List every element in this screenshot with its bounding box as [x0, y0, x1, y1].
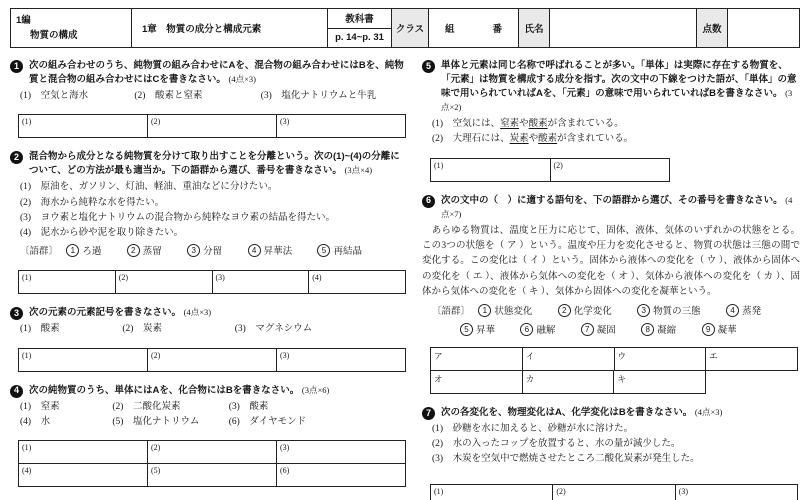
textbook-pages: p. 14~p. 31	[335, 32, 384, 44]
answer-cell-label: (1)	[434, 160, 444, 170]
answer-cell[interactable]	[19, 349, 147, 371]
score-field[interactable]	[727, 9, 799, 47]
word-bank-term: 物質の三態	[653, 306, 701, 317]
two-column-body	[10, 59, 800, 500]
question-item: (1) 窒素	[20, 401, 60, 412]
word-bank-entry	[520, 326, 555, 336]
word-bank-term: 状態変化	[494, 306, 533, 317]
question-1-points: (4点×3)	[228, 74, 256, 85]
question-item: (1) 原油を、ガソリン、灯油、軽油、重油などに分けたい。	[20, 182, 278, 193]
answer-cell-label: ウ	[617, 350, 627, 361]
q6-word-bank-row2	[422, 323, 800, 339]
answer-cell[interactable]	[19, 271, 115, 293]
score-label: 点数	[696, 9, 727, 47]
question-2-items	[10, 180, 408, 241]
answer-cell-label: エ	[709, 350, 718, 361]
question-5-number-badge: 5	[422, 60, 435, 73]
word-bank-term: ろ過	[82, 247, 102, 258]
q5-answer-table	[430, 158, 670, 182]
answer-cell-label: (2)	[118, 273, 129, 283]
word-bank-entry	[726, 307, 761, 317]
question-2-points: (3点×4)	[344, 165, 373, 176]
question-5	[422, 59, 800, 182]
answer-cell-label: (3)	[280, 117, 290, 127]
question-item: (6) ダイヤモンド	[228, 416, 307, 427]
circled-number: 3	[187, 244, 200, 257]
answer-cell-label: (3)	[280, 442, 290, 452]
question-7-number-badge: 7	[422, 407, 435, 420]
word-bank-entry	[558, 307, 612, 317]
answer-cell[interactable]	[147, 464, 276, 486]
answer-cell-label: (3)	[280, 350, 290, 360]
question-item: (2) 水の入ったコップを放置すると、水の量が減少した。	[432, 439, 681, 450]
word-bank-term: 凝華	[717, 325, 737, 336]
answer-cell[interactable]	[431, 348, 522, 370]
answer-cell-label: (1)	[22, 273, 32, 283]
q1-answer-table	[18, 114, 406, 138]
circled-number: 4	[726, 304, 739, 317]
unit-label: 1編	[16, 15, 31, 26]
answer-cell[interactable]	[276, 441, 405, 463]
underlined-term: 炭素	[509, 134, 529, 145]
answer-cell[interactable]	[613, 371, 705, 393]
q2-word-bank	[10, 244, 408, 260]
question-2-head	[10, 150, 408, 178]
q6-answer-table-row2	[430, 371, 706, 394]
name-label: 氏名	[518, 9, 549, 47]
item-row	[20, 400, 408, 415]
question-4-title	[29, 384, 329, 398]
unit-title: 物質の構成	[30, 30, 78, 41]
item-text: (2) 大理石には、	[432, 134, 510, 145]
question-item: (2) 酸素と窒素	[134, 91, 203, 102]
word-bank-term: 再結晶	[333, 247, 362, 258]
question-6-number-badge: 6	[422, 195, 435, 208]
underlined-term: 酸素	[538, 134, 558, 145]
question-item: (4) 泥水から砂や泥を取り除きたい。	[20, 227, 184, 238]
item-text: (1) 空気には、	[432, 119, 501, 130]
question-3	[10, 306, 408, 371]
answer-row	[19, 463, 405, 486]
answer-cell-label: (2)	[553, 160, 563, 170]
question-4-items	[10, 400, 408, 430]
answer-cell-label: (5)	[151, 465, 161, 475]
word-bank-entry	[702, 326, 737, 336]
question-2-title-text: 混合物から成分となる純物質を分けて取り出すことを分離という。次の(1)~(4)の分離について、どの方法が最も適当か。下の語群から選び、番号を書きなさい。	[29, 151, 400, 177]
question-2	[10, 150, 408, 294]
word-bank-entry	[460, 326, 495, 336]
answer-cell-label: (1)	[434, 486, 444, 496]
circled-number: 5	[460, 323, 473, 336]
question-item: (4) 水	[20, 416, 51, 427]
question-5-items	[422, 117, 800, 147]
word-bank-term: 凝固	[596, 325, 616, 336]
question-1-number-badge: 1	[10, 60, 23, 73]
word-bank-entry	[317, 247, 362, 257]
answer-cell-label: (4)	[312, 273, 322, 283]
class-label: クラス	[391, 9, 428, 47]
word-bank-entry	[66, 247, 101, 257]
question-3-items	[10, 322, 408, 337]
word-bank-entry	[581, 326, 616, 336]
question-7-items	[422, 422, 800, 468]
question-item: (3) マグネシウム	[234, 324, 313, 335]
name-field[interactable]	[549, 9, 696, 47]
answer-cell[interactable]	[115, 271, 212, 293]
question-2-title	[29, 150, 408, 178]
word-bank-term: 融解	[536, 325, 556, 336]
answer-cell-label: (1)	[22, 117, 32, 127]
question-6	[422, 194, 800, 394]
answer-cell[interactable]	[276, 464, 405, 486]
question-item	[432, 117, 800, 132]
question-5-points: (3点×2)	[441, 88, 793, 113]
answer-cell[interactable]	[675, 485, 797, 500]
circled-number: 2	[558, 304, 571, 317]
word-bank-term: 昇華法	[263, 247, 293, 258]
question-1	[10, 59, 408, 138]
answer-row	[19, 441, 405, 463]
question-7-points: (4点×3)	[694, 406, 723, 417]
question-6-head	[422, 194, 800, 222]
question-item: (2) 炭素	[122, 324, 162, 335]
question-2-number-badge: 2	[10, 151, 23, 164]
answer-cell[interactable]	[550, 159, 670, 181]
circled-number: 7	[581, 323, 594, 336]
question-6-paragraph: あらゆる物質は、温度と圧力に応じて、固体、液体、気体のいずれかの状態をとる。この3つの状態を（ ア ）という。温度や圧力を変化させると、物質の状態は三態の間で変化する。この変化は（ イ ）という。固体から液体への変化を（ ウ ）、液体から固体への変化を（ エ ）、液体から気体への変化を（ オ ）、気体から液体への変化を（ カ ）、固体から気体への変化を（ キ ）、気体から固体への変化を凝華という。	[422, 225, 800, 298]
question-1-title	[29, 59, 408, 87]
right-column	[422, 59, 800, 500]
left-column	[10, 59, 408, 500]
question-7-title	[441, 406, 722, 420]
question-5-title-text: 単体と元素は同じ名称で呼ばれることが多い。「単体」は実際に存在する物質を、「元素」は物質を構成する成分を指す。次の文中の下線をつけた語が、「単体」の意味で用いられていればAを、「元素」の意味で用いられていればBを書きなさい。	[441, 60, 797, 100]
question-item: (1) 空気と海水	[20, 91, 89, 102]
answer-cell[interactable]	[431, 159, 550, 181]
answer-cell-label: (2)	[151, 350, 161, 360]
question-7-head	[422, 406, 800, 420]
item-text: が含まれている。	[557, 134, 634, 145]
answer-cell[interactable]	[552, 485, 674, 500]
underlined-term: 酸素	[528, 119, 548, 130]
q4-answer-table	[18, 440, 406, 487]
question-6-points: (4点×7)	[441, 194, 793, 219]
question-4-number-badge: 4	[10, 385, 23, 398]
question-item: (3) 酸素	[228, 401, 269, 412]
circled-number: 1	[478, 304, 491, 317]
word-bank-entry	[248, 247, 293, 257]
answer-cell[interactable]	[614, 348, 706, 370]
question-7-title-text: 次の各変化を、物理変化はA、化学変化はBを書きなさい。	[441, 406, 693, 418]
question-item: (3) 塩化ナトリウムと牛乳	[260, 91, 377, 102]
answer-cell[interactable]	[431, 371, 522, 393]
word-bank-term: 凝縮	[657, 325, 677, 336]
question-item: (3) ヨウ素と塩化ナトリウムの混合物から純粋なヨウ素の結晶を得たい。	[20, 212, 335, 223]
unit-cell	[11, 9, 131, 47]
header-bar	[10, 8, 800, 48]
word-bank-entry	[637, 307, 701, 317]
word-bank-term: 分留	[203, 247, 223, 258]
answer-cell-label: (6)	[280, 465, 290, 475]
answer-cell-label: (2)	[151, 442, 161, 452]
chapter-title: 1章 物質の成分と構成元素	[131, 9, 327, 47]
answer-cell-label: イ	[525, 350, 535, 361]
underlined-term: 窒素	[500, 119, 520, 130]
answer-cell-label: (4)	[22, 465, 32, 475]
question-item: (1) 砂糖を水に加えると、砂糖が水に溶けた。	[432, 423, 634, 434]
word-bank-term: 昇華	[476, 325, 496, 336]
question-3-number-badge: 3	[10, 307, 23, 320]
item-row	[20, 415, 408, 430]
circled-number: 3	[637, 304, 650, 317]
answer-cell[interactable]	[705, 348, 797, 370]
answer-cell-label: ア	[434, 350, 443, 361]
question-4-head	[10, 384, 408, 398]
question-4-title-text: 次の純物質のうち、単体にはAを、化合物にはBを書きなさい。	[29, 384, 300, 396]
q3-answer-table	[18, 348, 406, 372]
question-3-head	[10, 306, 408, 320]
question-3-points: (4点×3)	[183, 307, 212, 318]
question-3-title-text: 次の元素の元素記号を書きなさい。	[29, 307, 182, 319]
textbook-label: 教科書	[328, 9, 391, 29]
q2-answer-table	[18, 270, 406, 294]
word-bank-term: 化学変化	[573, 306, 612, 317]
question-3-title	[29, 306, 211, 320]
question-item: (2) 海水から純粋な水を得たい。	[20, 197, 165, 208]
circled-number: 6	[520, 323, 533, 336]
answer-cell-label: キ	[617, 373, 626, 384]
answer-cell-label: (3)	[215, 273, 225, 283]
answer-cell-label: (2)	[151, 117, 161, 127]
textbook-cell	[327, 9, 391, 47]
word-bank-label: 〔語群〕	[20, 247, 59, 258]
item-text: や	[528, 134, 539, 145]
question-7	[422, 406, 800, 500]
circled-number: 8	[641, 323, 654, 336]
word-bank-entry	[187, 247, 222, 257]
answer-cell[interactable]	[147, 115, 276, 137]
group-label: 組	[445, 24, 455, 35]
circled-number: 5	[317, 244, 330, 257]
answer-cell[interactable]	[19, 464, 147, 486]
question-1-head	[10, 59, 408, 87]
item-text: や	[519, 119, 529, 130]
circled-number: 1	[66, 244, 79, 257]
question-5-head	[422, 59, 800, 115]
question-item: (5) 塩化ナトリウム	[112, 416, 200, 427]
word-bank-entry	[127, 247, 162, 257]
answer-cell-label: (3)	[678, 486, 688, 496]
question-1-items	[10, 89, 408, 104]
question-1-title-text: 次の組み合わせのうち、純物質の組み合わせにAを、混合物の組み合わせにはBを、純物質と混合物の組み合わせにはCを書きなさい。	[29, 60, 404, 86]
answer-cell[interactable]	[431, 485, 552, 500]
question-item: (2) 二酸化炭素	[112, 401, 181, 412]
answer-cell[interactable]	[212, 271, 309, 293]
answer-cell-label: (1)	[22, 350, 32, 360]
question-4-points: (3点×6)	[301, 384, 330, 395]
word-bank-term: 蒸発	[742, 306, 762, 317]
answer-cell-label: (1)	[22, 442, 32, 452]
q6-answer-table-row1	[430, 347, 798, 371]
answer-cell[interactable]	[522, 371, 614, 393]
answer-cell-label: (2)	[556, 486, 566, 496]
answer-cell-label: オ	[434, 373, 443, 384]
item-text: が含まれている。	[547, 119, 624, 130]
answer-cell-label: カ	[525, 373, 535, 384]
question-4	[10, 384, 408, 487]
answer-cell[interactable]	[276, 115, 405, 137]
answer-cell[interactable]	[308, 271, 405, 293]
answer-cell[interactable]	[522, 348, 614, 370]
question-6-title	[441, 194, 800, 222]
answer-cell[interactable]	[147, 441, 276, 463]
answer-cell[interactable]	[147, 349, 276, 371]
question-5-title	[441, 59, 800, 115]
word-bank-term: 蒸留	[142, 247, 162, 258]
circled-number: 4	[248, 244, 261, 257]
q6-word-bank-row1	[422, 304, 800, 320]
word-bank-entry	[641, 326, 676, 336]
circled-number: 2	[127, 244, 140, 257]
question-item: (3) 木炭を空気中で燃焼させたところ二酸化炭素が発生した。	[432, 454, 700, 465]
answer-cell[interactable]	[19, 441, 147, 463]
word-bank-label: 〔語群〕	[432, 306, 471, 317]
circled-number: 9	[702, 323, 715, 336]
q7-answer-table	[430, 484, 798, 500]
group-number-cell[interactable]	[428, 9, 518, 47]
question-6-title-text: 次の文中の（ ）に適する語句を、下の語群から選び、その番号を書きなさい。	[441, 194, 783, 206]
number-label: 番	[492, 24, 502, 35]
question-item	[432, 132, 800, 147]
answer-cell[interactable]	[19, 115, 147, 137]
question-item: (1) 酸素	[20, 324, 60, 335]
word-bank-entry	[478, 307, 532, 317]
answer-cell[interactable]	[276, 349, 405, 371]
